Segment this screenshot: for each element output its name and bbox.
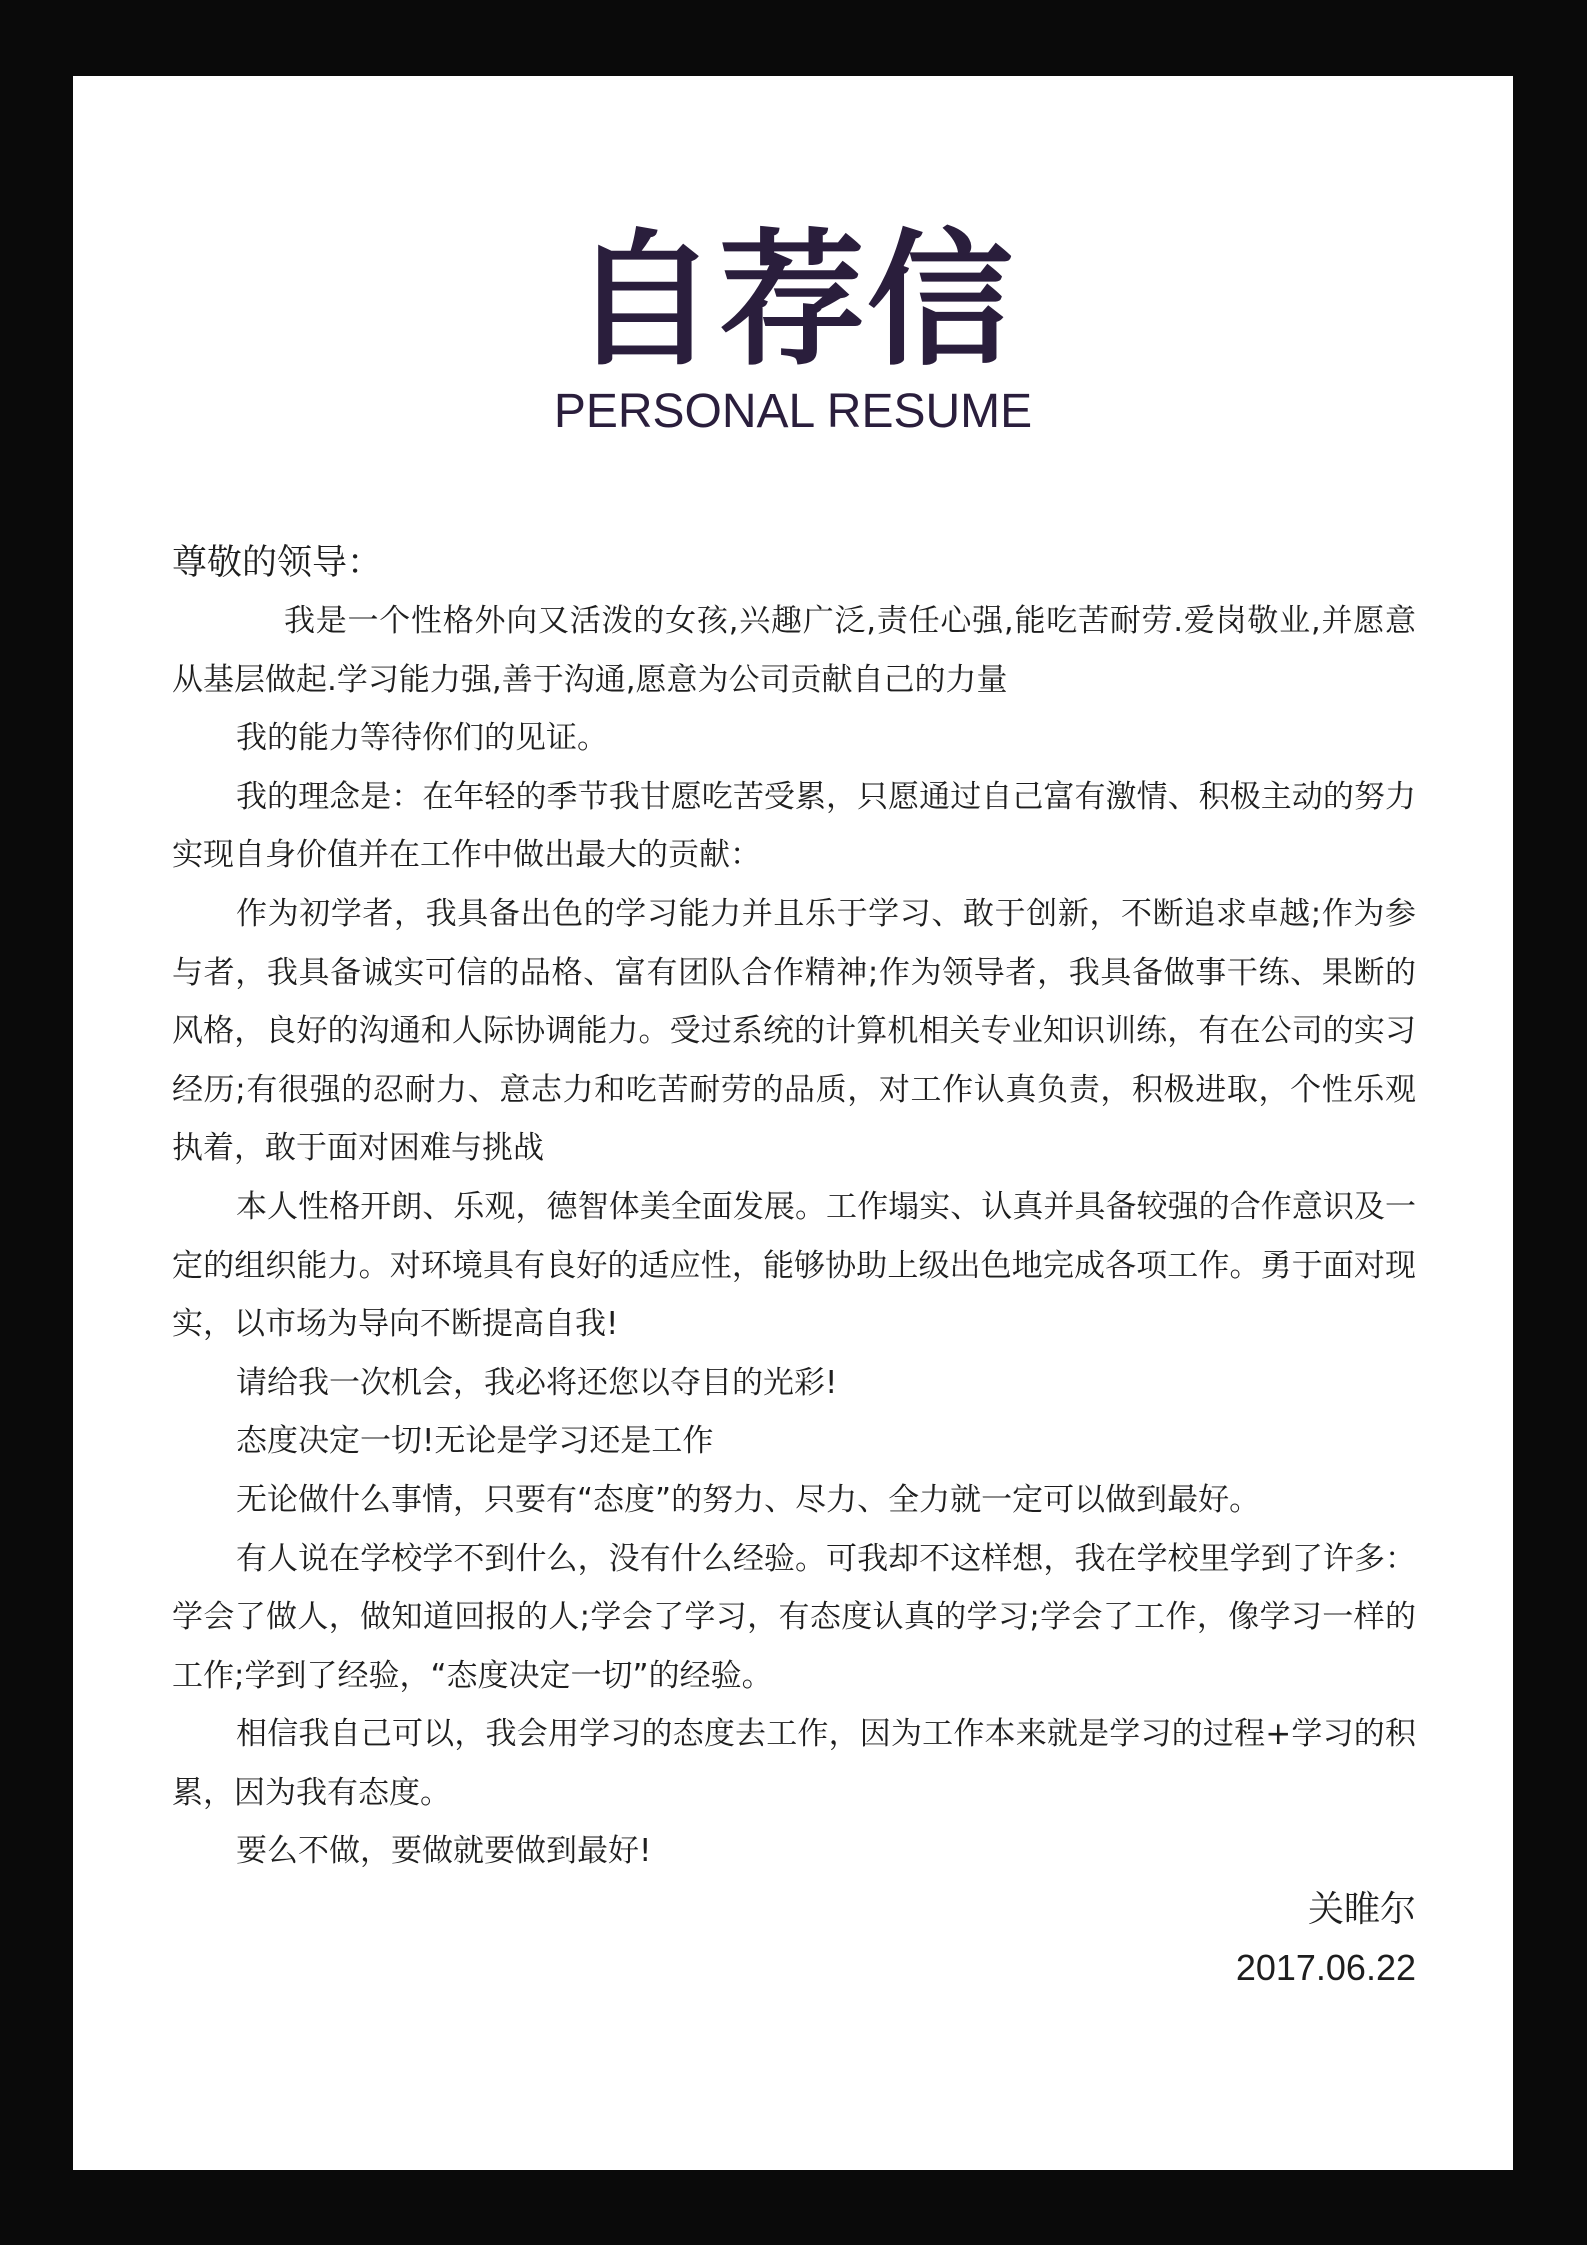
paragraph: 相信我自己可以，我会用学习的态度去工作，因为工作本来就是学习的过程+学习的积累，因为我有态度。 [172,1716,1416,1811]
page-title: 自荐信 [571,216,1015,386]
paragraph: 无论做什么事情，只要有“态度”的努力、尽力、全力就一定可以做到最好。 [236,1481,1261,1518]
paragraph: 请给我一次机会，我必将还您以夺目的光彩! [236,1364,838,1401]
letter-date: 2017.06.22 [1235,1947,1416,1989]
paragraph: 作为初学者，我具备出色的学习能力并且乐于学习、敢于创新，不断追求卓越;作为参与者，我具备诚实可信的品格、富有团队合作精神;作为领导者，我具备做事干练、果断的风格，良好的沟通和人际协调能力。受过系统的计算机相关专业知识训练，有在公司的实习经历;有很强的忍耐力、意志力和吃苦耐劳的品质，对工作认真负责，积极进取，个性乐观执着，敢于面对困难与挑战 [172,895,1416,1167]
paragraph: 要么不做，要做就要做到最好! [236,1833,652,1870]
paragraph: 我的能力等待你们的见证。 [236,720,608,757]
paragraph: 我的理念是：在年轻的季节我甘愿吃苦受累，只愿通过自己富有激情、积极主动的努力实现自身价值并在工作中做出最大的贡献： [172,778,1416,874]
signature: 关睢尔 [1307,1889,1416,1931]
paragraph: 本人性格开朗、乐观，德智体美全面发展。工作塌实、认真并具备较强的合作意识及一定的组织能力。对环境具有良好的适应性，能够协助上级出色地完成各项工作。勇于面对现实，以市场为导向不断提高自我! [172,1188,1416,1343]
paragraph: 有人说在学校学不到什么，没有什么经验。可我却不这样想，我在学校里学到了许多：学会了做人，做知道回报的人;学会了学习，有态度认真的学习;学会了工作，像学习一样的工作;学到了经验，“态度决定一切”的经验。 [172,1540,1416,1694]
page-subtitle: PERSONAL RESUME [553,385,1033,438]
salutation: 尊敬的领导： [172,543,383,583]
letter-page [73,76,1513,2170]
letter-body [172,534,1416,1997]
paragraph: 我是一个性格外向又活泼的女孩,兴趣广泛,责任心强,能吃苦耐劳.爱岗敬业,并愿意从基层做起.学习能力强,善于沟通,愿意为公司贡献自己的力量 [172,603,1416,698]
paragraph: 态度决定一切!无论是学习还是工作 [236,1423,714,1460]
